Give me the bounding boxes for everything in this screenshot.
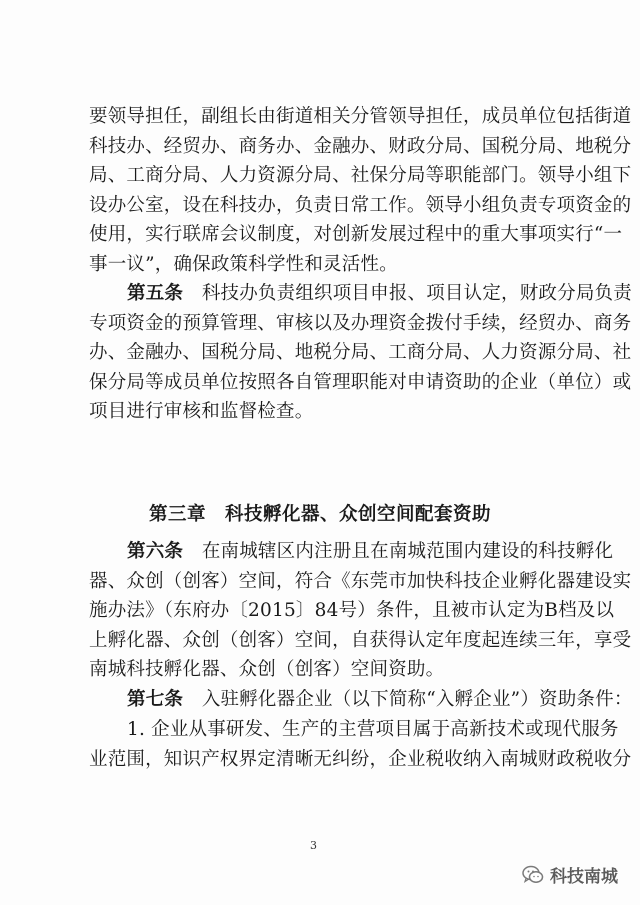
article-5-label: 第五条 xyxy=(127,283,184,304)
article-7 xyxy=(89,685,633,715)
article-5 xyxy=(89,279,632,427)
paragraph-leadership-group xyxy=(89,102,632,279)
watermark xyxy=(522,862,618,887)
text-line: 设办公室，设在科技办，负责日常工作。领导小组负责专项资金的 xyxy=(89,194,632,216)
text-line: 项目进行审核和监督检查。 xyxy=(89,401,314,422)
article-5-first-line xyxy=(89,279,632,309)
text-line: 要领导担任，副组长由街道相关分管领导担任，成员单位包括街道 xyxy=(89,106,632,127)
article-5-text: 科技办负责组织项目申报、项目认定，财政分局负责 xyxy=(201,283,632,304)
article-7-label: 第七条 xyxy=(127,689,184,710)
article-6-first-line xyxy=(89,537,614,567)
text-line: 器、众创（创客）空间，符合《东莞市加快科技企业孵化器建设实 xyxy=(89,570,632,592)
text-line: 施办法》（东府办〔2015〕84号）条件，且被市认定为B档及以 xyxy=(89,600,615,621)
watermark-text: 科技南城 xyxy=(550,867,618,887)
text-line: 保分局等成员单位按照各自管理职能对申请资助的企业（单位）或 xyxy=(89,371,632,393)
text-line: 事一议”，确保政策科学性和灵活性。 xyxy=(89,253,398,275)
text-line: 办、金融办、国税分局、地税分局、工商分局、人力资源分局、社 xyxy=(89,342,632,363)
text-line: 业范围，知识产权界定清晰无纠纷，企业税收纳入南城财政税收分 xyxy=(89,748,632,770)
text-line: 使用，实行联席会议制度，对创新发展过程中的重大事项实行“一 xyxy=(89,224,623,245)
chapter-heading: 第三章 科技孵化器、众创空间配套资助 xyxy=(148,504,491,525)
text-line: 专项资金的预算管理、审核以及办理资金拨付手续，经贸办、商务 xyxy=(89,312,632,334)
text-line: 上孵化器、众创（创客）空间，自获得认定年度起连续三年，享受 xyxy=(89,629,632,651)
article-6-text: 在南城辖区内注册且在南城范围内建设的科技孵化 xyxy=(201,541,614,562)
article-6-label: 第六条 xyxy=(127,541,184,562)
text-line: 局、工商分局、人力资源分局、社保分局等职能部门。领导小组下 xyxy=(89,165,632,186)
article-7-first-line xyxy=(89,685,633,715)
text-line: 科技办、经贸办、商务办、金融办、财政分局、国税分局、地税分 xyxy=(89,135,632,157)
text-line: 南城科技孵化器、众创（创客）空间资助。 xyxy=(89,659,445,680)
item-1-first-line: 1. 企业从事研发、生产的主营项目属于高新技术或现代服务 xyxy=(127,719,619,740)
article-6 xyxy=(89,537,632,685)
wechat-icon xyxy=(522,865,544,885)
item-1 xyxy=(89,715,632,774)
article-7-text: 入驻孵化器企业（以下简称“入孵企业”）资助条件： xyxy=(201,689,633,710)
page-number: 3 xyxy=(310,839,317,852)
